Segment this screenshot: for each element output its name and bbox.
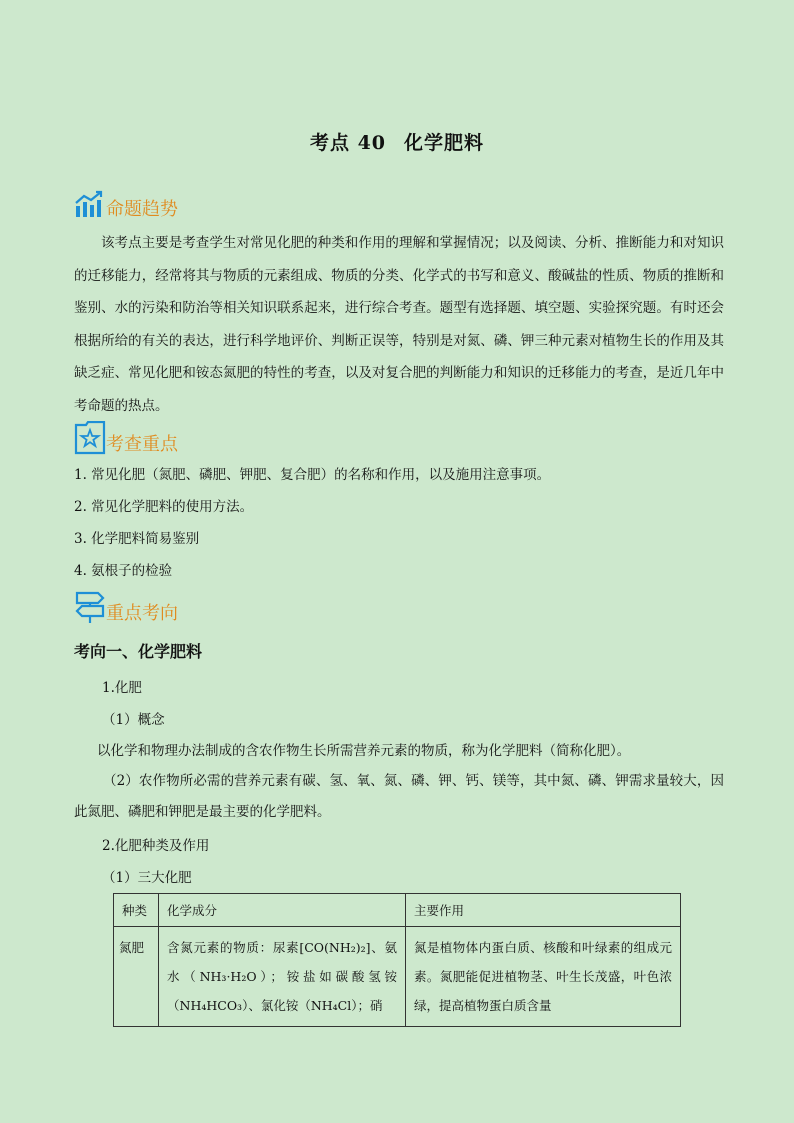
title-number: 40 xyxy=(357,132,387,154)
types-heading: 2.化肥种类及作用 xyxy=(102,838,210,854)
focus-item-3: 3. 化学肥料简易鉴别 xyxy=(74,531,200,547)
star-folder-icon xyxy=(74,421,106,455)
section-focus-label: 考查重点 xyxy=(106,434,178,455)
trend-paragraph xyxy=(74,227,724,422)
three-fertilizers-heading: （1）三大化肥 xyxy=(102,870,192,886)
focus-item-1: 1. 常见化肥（氮肥、磷肥、钾肥、复合肥）的名称和作用，以及施用注意事项。 xyxy=(74,467,551,483)
fertilizer-heading: 1.化肥 xyxy=(102,680,142,696)
header-composition: 化学成分 xyxy=(159,894,406,927)
concept-heading: （1）概念 xyxy=(102,712,165,728)
section-trend-heading xyxy=(74,184,178,220)
section-direction-heading xyxy=(74,588,178,624)
page-title xyxy=(0,128,794,155)
direction-one-heading: 考向一、化学肥料 xyxy=(74,642,203,661)
title-prefix: 考点 xyxy=(309,132,350,154)
header-function: 主要作用 xyxy=(406,894,681,927)
nutrients-text: （2）农作物所必需的营养元素有碳、氢、氧、氮、磷、钾、钙、镁等，其中氮、磷、钾需求量较大，因此氮肥、磷肥和钾肥是最主要的化学肥料。 xyxy=(74,773,724,820)
trend-text: 该考点主要是考查学生对常见化肥的种类和作用的理解和掌握情况；以及阅读、分析、推断能力和对知识的迁移能力，经常将其与物质的元素组成、物质的分类、化学式的书写和意义、酸碱盐的性质、物质的推断和鉴别、水的污染和防治等相关知识联系起来，进行综合考查。题型有选择题、填空题、实验探究题。有时还会根据所给的有关的表达，进行科学地评价、判断正误等，特别是对氮、磷、钾三种元素对植物生长的作用及其缺乏症、常见化肥和铵态氮肥的特性的考查，以及对复合肥的判断能力和知识的迁移能力的考查，是近几年中考命题的热点。 xyxy=(74,235,724,414)
section-focus-heading xyxy=(74,417,178,455)
cell-kind: 氮肥 xyxy=(114,927,159,1027)
bar-chart-icon xyxy=(74,190,104,220)
concept-text: 以化学和物理办法制成的含农作物生长所需营养元素的物质，称为化学肥料（简称化肥）。 xyxy=(97,743,631,759)
fertilizer-table xyxy=(113,893,681,1027)
title-name: 化学肥料 xyxy=(404,132,485,154)
cell-composition: 含氮元素的物质：尿素[CO(NH₂)₂]、氨水（NH₃·H₂O）；铵盐如碳酸氢铵（NH₄HCO₃）、氯化铵（NH₄Cl）；硝 xyxy=(159,927,406,1027)
cell-function: 氮是植物体内蛋白质、核酸和叶绿素的组成元素。氮肥能促进植物茎、叶生长茂盛，叶色浓绿，提高植物蛋白质含量 xyxy=(406,927,681,1027)
focus-item-2: 2. 常见化学肥料的使用方法。 xyxy=(74,499,254,515)
section-trend-label: 命题趋势 xyxy=(106,199,178,220)
nutrients-paragraph xyxy=(74,766,724,828)
table-header-row xyxy=(114,894,681,927)
table-row xyxy=(114,927,681,1027)
focus-item-4: 4. 氨根子的检验 xyxy=(74,563,173,579)
section-direction-label: 重点考向 xyxy=(106,603,178,624)
signpost-icon xyxy=(74,590,106,624)
header-kind: 种类 xyxy=(114,894,159,927)
